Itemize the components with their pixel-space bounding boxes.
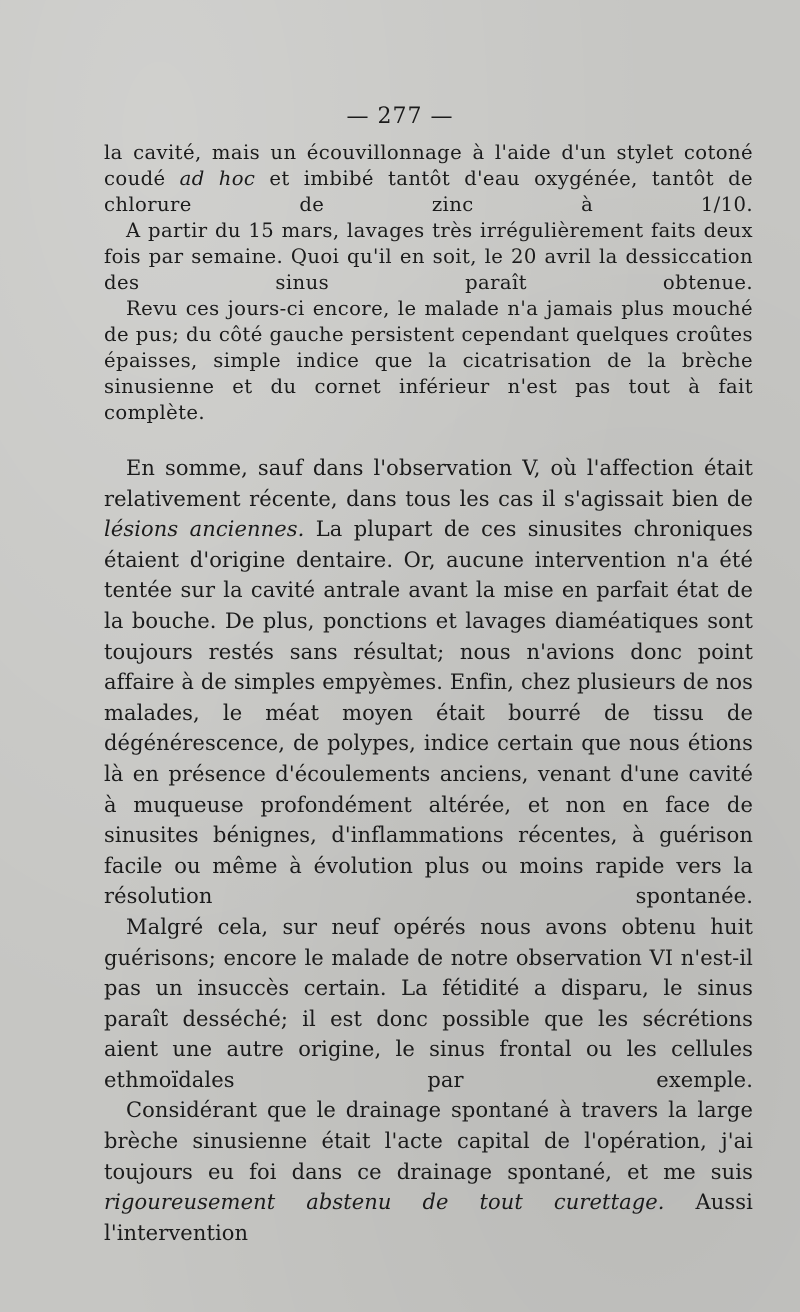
paragraph <box>104 140 753 218</box>
italic-phrase: ad hoc <box>179 167 256 190</box>
text-block-top <box>104 140 753 426</box>
text-block-main <box>104 453 753 1248</box>
paragraph: Malgré cela, sur neuf opérés nous avons obtenu huit guérisons; encore le malade de notre observation VI n'est-il pas un insuccès certain. La fétidité a disparu, le sinus paraît desséché; il est donc possible que les sécrétions aient une autre origine, le sinus frontal ou les cellules ethmoïdales par exemple. <box>104 914 753 1092</box>
text-run: la cavité, mais un écouvillonnage à l'aide d'un stylet cotoné coudé <box>104 141 753 190</box>
text-run: La plupart de ces sinusites chroniques étaient d'origine dentaire. Or, aucune intervention n'a été tentée sur la cavité antrale avant la mise en parfait état de la bouche. De plus, ponctions et lavages diaméatiques sont toujours restés sans résultat; nous n'avions donc point affaire à de simples empyèmes. Enfin, chez plusieurs de nos malades, le méat moyen était bourré de tissu de dégénérescence, de polypes, indice certain que nous étions là en présence d'écoulements anciens, venant d'une cavité à muqueuse profondément altérée, et non en face de sinusites bénignes, d'inflammations récentes, à guérison facile ou même à évolution plus ou moins rapide vers la résolution spontanée. <box>104 517 753 909</box>
paragraph: Revu ces jours-ci encore, le malade n'a jamais plus mouché de pus; du côté gauche persistent cependant quelques croûtes épaisses, simple indice que la cicatrisation de la brèche sinusienne et du cornet inférieur n'est pas tout à fait complète. <box>104 297 753 424</box>
paragraph <box>104 453 753 912</box>
text-run: Aussi l'intervention <box>104 1190 753 1245</box>
italic-phrase: lésions anciennes. <box>104 517 305 542</box>
paragraph <box>104 1095 753 1248</box>
paragraph: A partir du 15 mars, lavages très irrégulièrement faits deux fois par semaine. Quoi qu'il en soit, le 20 avril la dessiccation des sinus paraît obtenue. <box>104 219 753 294</box>
italic-phrase: rigoureusement abstenu de tout curettage. <box>104 1190 665 1215</box>
text-run: et imbibé tantôt d'eau oxygénée, tantôt de chlorure de zinc à 1/10. <box>104 167 754 216</box>
text-run: Considérant que le drainage spontané à travers la large brèche sinusienne était l'acte capital de l'opération, j'ai toujours eu foi dans ce drainage spontané, et me suis <box>104 1098 753 1184</box>
text-run: En somme, sauf dans l'observation V, où l'affection était relativement récente, dans tous les cas il s'agissait bien de <box>104 456 753 511</box>
page-number: — 277 — <box>346 104 454 129</box>
